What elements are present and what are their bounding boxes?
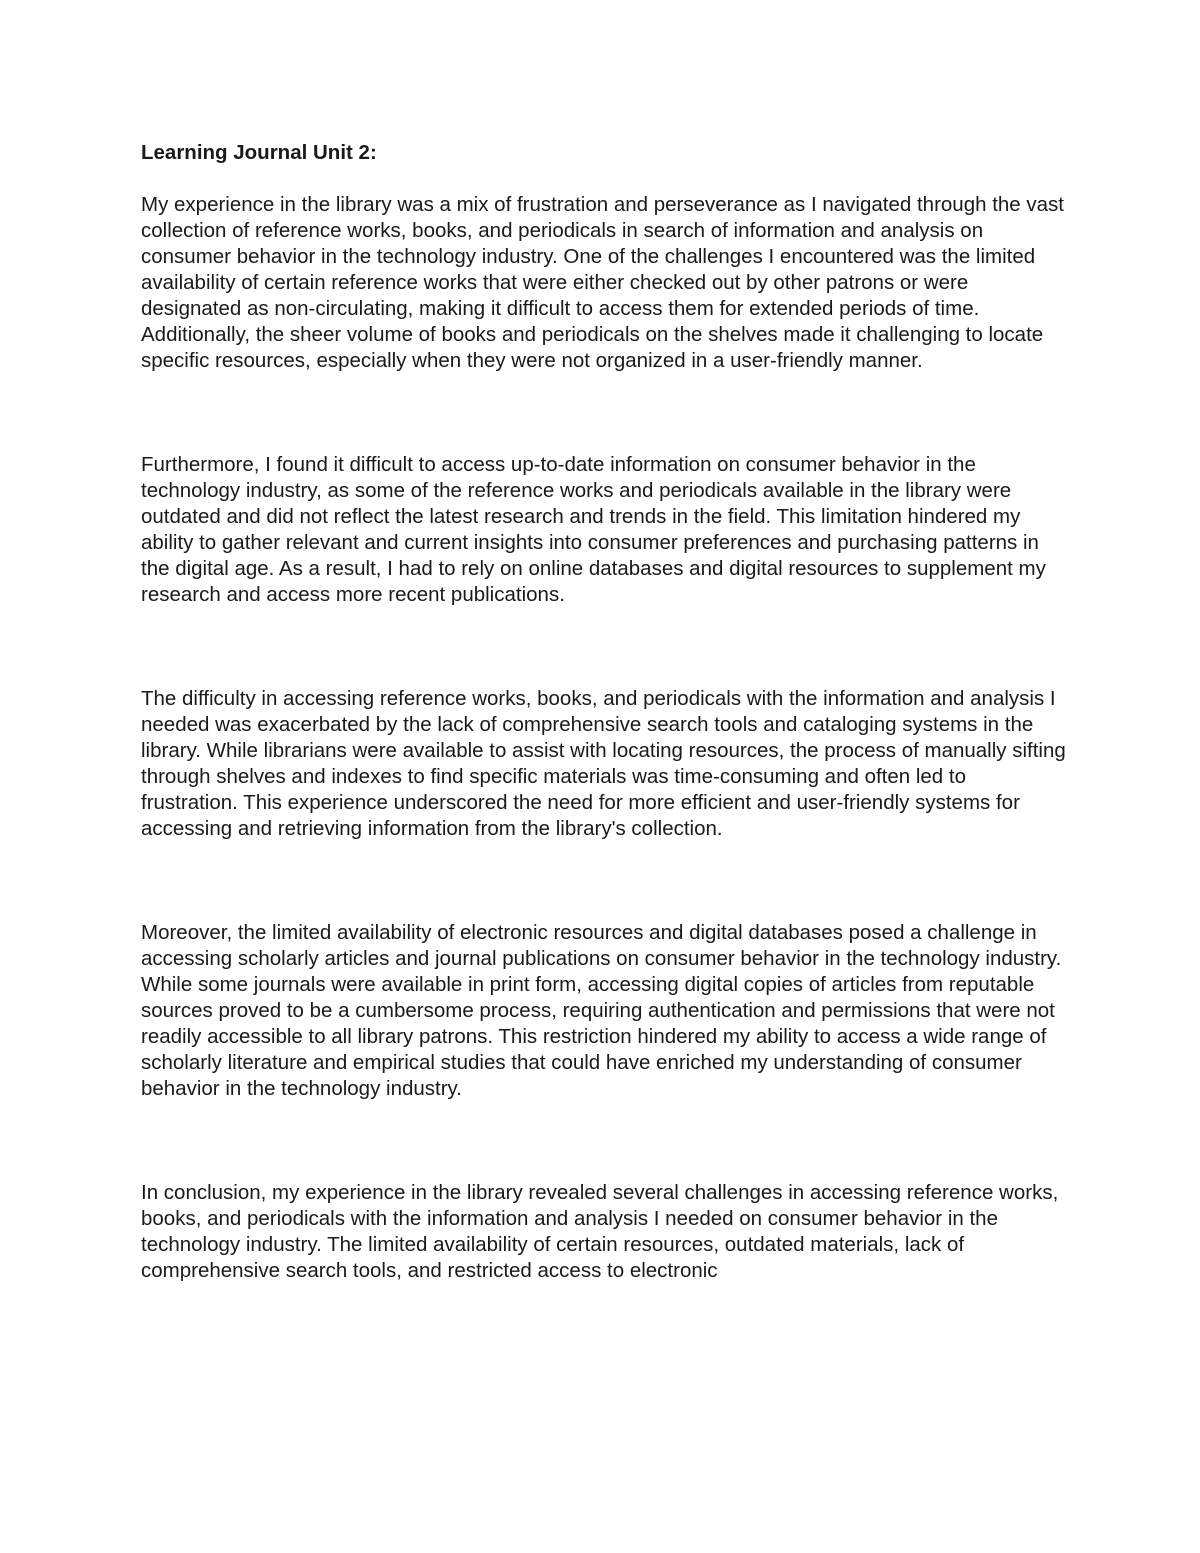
paragraph-spacer [141,374,1066,452]
document-body [141,140,1066,1284]
document-title: Learning Journal Unit 2: [141,141,377,164]
paragraph-3: The difficulty in accessing reference works, books, and periodicals with the information and analysis I needed was exacerbated by the lack of comprehensive search tools and cataloging systems in the library. While librarians were available to assist with locating resources, the process of manually sifting through shelves and indexes to find specific materials was time-consuming and often led to frustration. This experience underscored the need for more efficient and user-friendly systems for accessing and retrieving information from the library's collection. [141,687,1066,840]
paragraph-4: Moreover, the limited availability of electronic resources and digital databases posed a challenge in accessing scholarly articles and journal publications on consumer behavior in the technology industry. While some journals were available in print form, accessing digital copies of articles from reputable sources proved to be a cumbersome process, requiring authentication and permissions that were not readily accessible to all library patrons. This restriction hindered my ability to access a wide range of scholarly literature and empirical studies that could have enriched my understanding of consumer behavior in the technology industry. [141,921,1062,1100]
paragraph-2: Furthermore, I found it difficult to access up-to-date information on consumer behavior in the technology industry, as some of the reference works and periodicals available in the library were outdated and did not reflect the latest research and trends in the field. This limitation hindered my ability to gather relevant and current insights into consumer preferences and purchasing patterns in the digital age. As a result, I had to rely on online databases and digital resources to supplement my research and access more recent publications. [141,453,1046,606]
paragraph-1: My experience in the library was a mix of frustration and perseverance as I navigated through the vast collection of reference works, books, and periodicals in search of information and analysis on consumer behavior in the technology industry. One of the challenges I encountered was the limited availability of certain reference works that were either checked out by other patrons or were designated as non-circulating, making it difficult to access them for extended periods of time. Additionally, the sheer volume of books and periodicals on the shelves made it challenging to locate specific resources, especially when they were not organized in a user-friendly manner. [141,193,1064,372]
paragraph-5: In conclusion, my experience in the library revealed several challenges in accessing reference works, books, and periodicals with the information and analysis I needed on consumer behavior in the technology industry. The limited availability of certain resources, outdated materials, lack of comprehensive search tools, and restricted access to electronic [141,1181,1059,1282]
paragraph-spacer [141,842,1066,920]
paragraph-spacer [141,1102,1066,1180]
paragraph-spacer [141,608,1066,686]
